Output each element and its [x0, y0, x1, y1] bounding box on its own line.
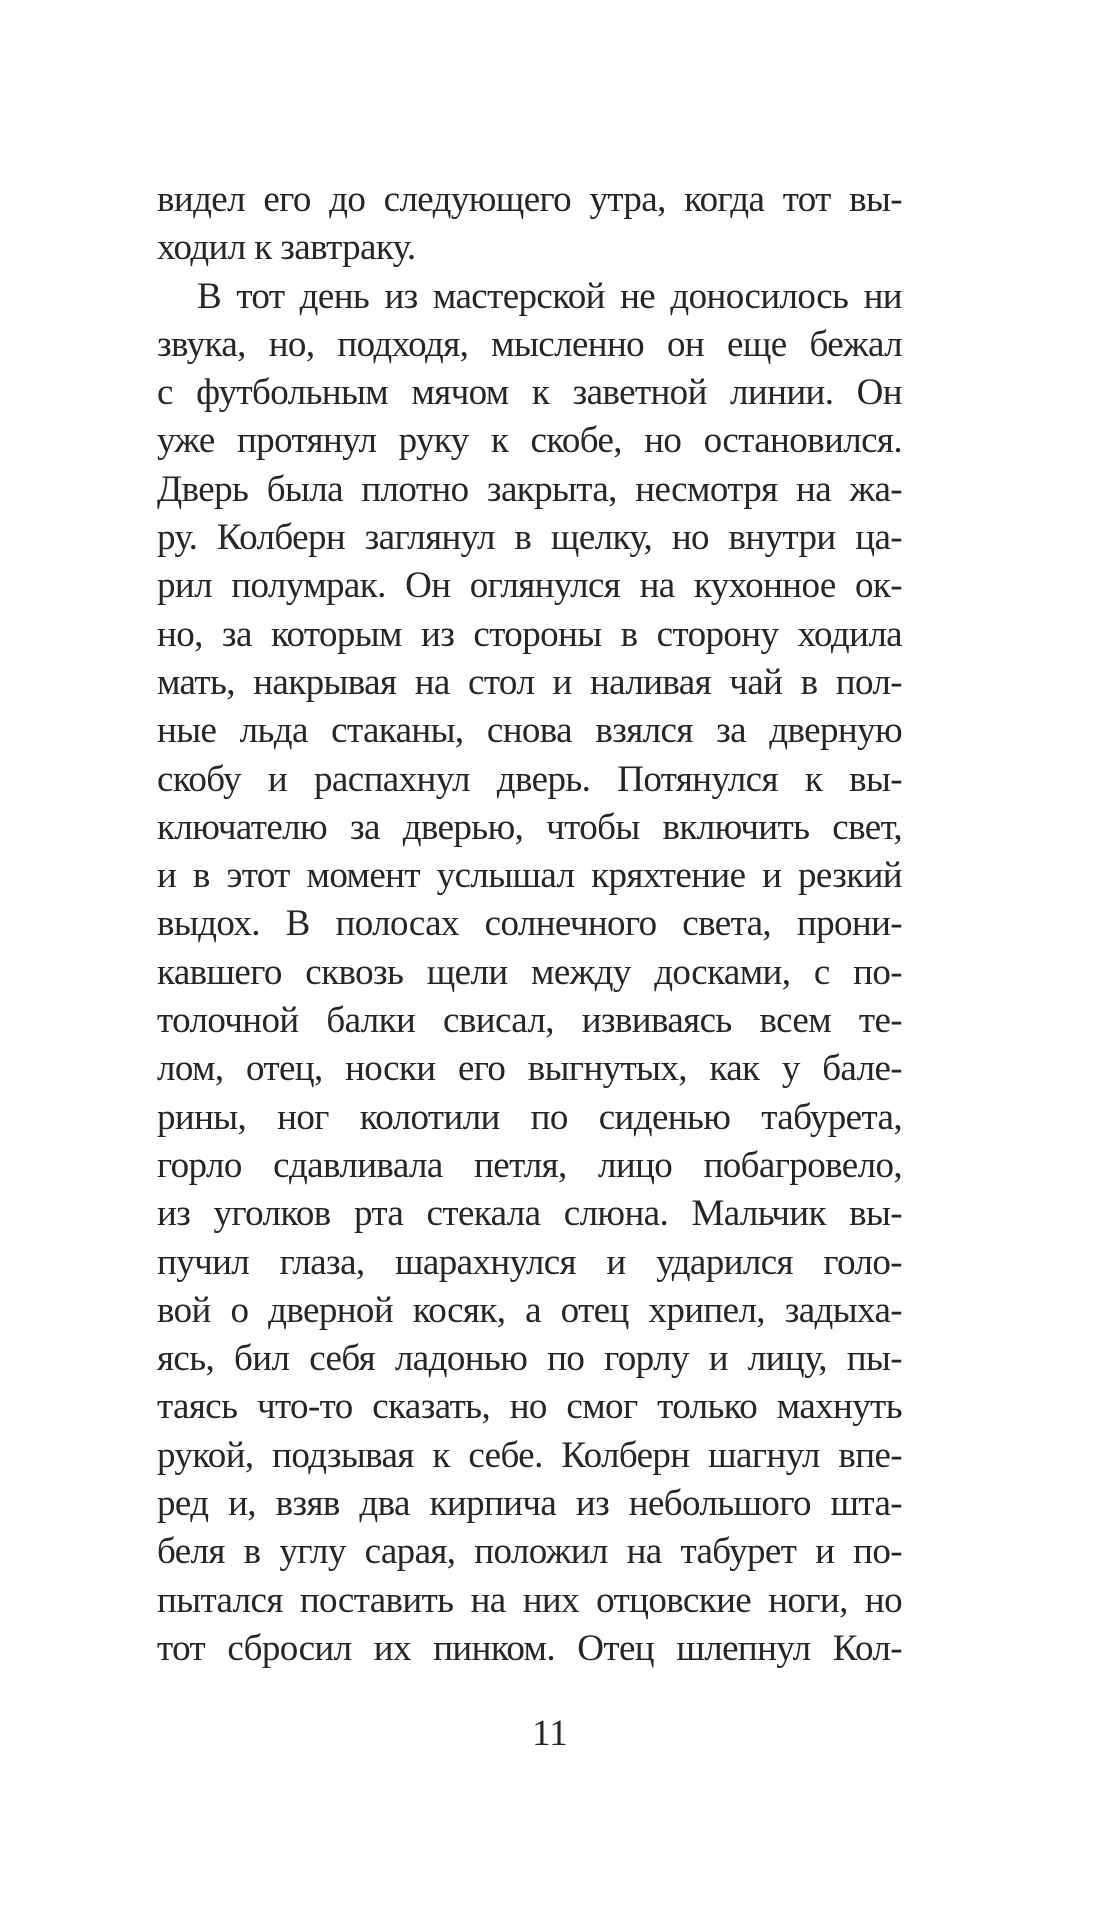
text-line: горло сдавливала петля, лицо побагровело,: [157, 1144, 902, 1186]
text-line: толочной балки свисал, извиваясь всем те-: [157, 1000, 902, 1042]
text-line: звука, но, подходя, мысленно он еще бежал: [157, 323, 902, 365]
text-line: ру. Колберн заглянул в щелку, но внутри ца-: [157, 517, 902, 559]
text-line: Дверь была плотно закрыта, несмотря на жа-: [157, 468, 902, 510]
text-line: беля в углу сарая, положил на табурет и по-: [157, 1531, 902, 1573]
text-line: пучил глаза, шарахнулся и ударился голо-: [157, 1241, 902, 1283]
text-line: ные льда стаканы, снова взялся за дверную: [157, 710, 902, 752]
text-line: рил полумрак. Он оглянулся на кухонное ок-: [157, 565, 902, 607]
paragraph-start-line: В тот день из мастерской не доносилось ни: [197, 275, 902, 317]
text-line: мать, накрывая на стол и наливая чай в пол-: [157, 661, 902, 703]
body-text: [157, 176, 902, 1673]
text-line: ред и, взяв два кирпича из небольшого шта-: [157, 1483, 902, 1525]
text-line: с футбольным мячом к заветной линии. Он: [157, 372, 902, 414]
text-line: кавшего сквозь щели между досками, с по-: [157, 951, 902, 993]
text-line: уже протянул руку к скобе, но остановился.: [157, 420, 902, 462]
text-line: ходил к завтраку.: [157, 227, 416, 269]
text-line: но, за которым из стороны в сторону ходила: [157, 613, 902, 655]
text-line: рины, ног колотили по сиденью табурета,: [157, 1096, 902, 1138]
text-line: таясь что-то сказать, но смог только махнуть: [157, 1386, 902, 1428]
text-line: ясь, бил себя ладонью по горлу и лицу, пы-: [157, 1338, 902, 1380]
text-line: пытался поставить на них отцовские ноги, но: [157, 1579, 902, 1621]
text-line: из уголков рта стекала слюна. Мальчик вы-: [157, 1193, 902, 1235]
text-line: лом, отец, носки его выгнутых, как у бале-: [157, 1048, 902, 1090]
page-number: 11: [532, 1713, 568, 1754]
text-line: выдох. В полосах солнечного света, прони-: [157, 903, 902, 945]
text-line: тот сбросил их пинком. Отец шлепнул Кол-: [157, 1627, 902, 1669]
text-line: и в этот момент услышал кряхтение и резкий: [157, 855, 902, 897]
text-line: вой о дверной косяк, а отец хрипел, задыха-: [157, 1289, 902, 1331]
text-line: ключателю за дверью, чтобы включить свет,: [157, 806, 902, 848]
text-line: скобу и распахнул дверь. Потянулся к вы-: [157, 758, 902, 800]
text-line: видел его до следующего утра, когда тот вы-: [157, 179, 902, 220]
text-line: рукой, подзывая к себе. Колберн шагнул впе-: [157, 1434, 902, 1476]
